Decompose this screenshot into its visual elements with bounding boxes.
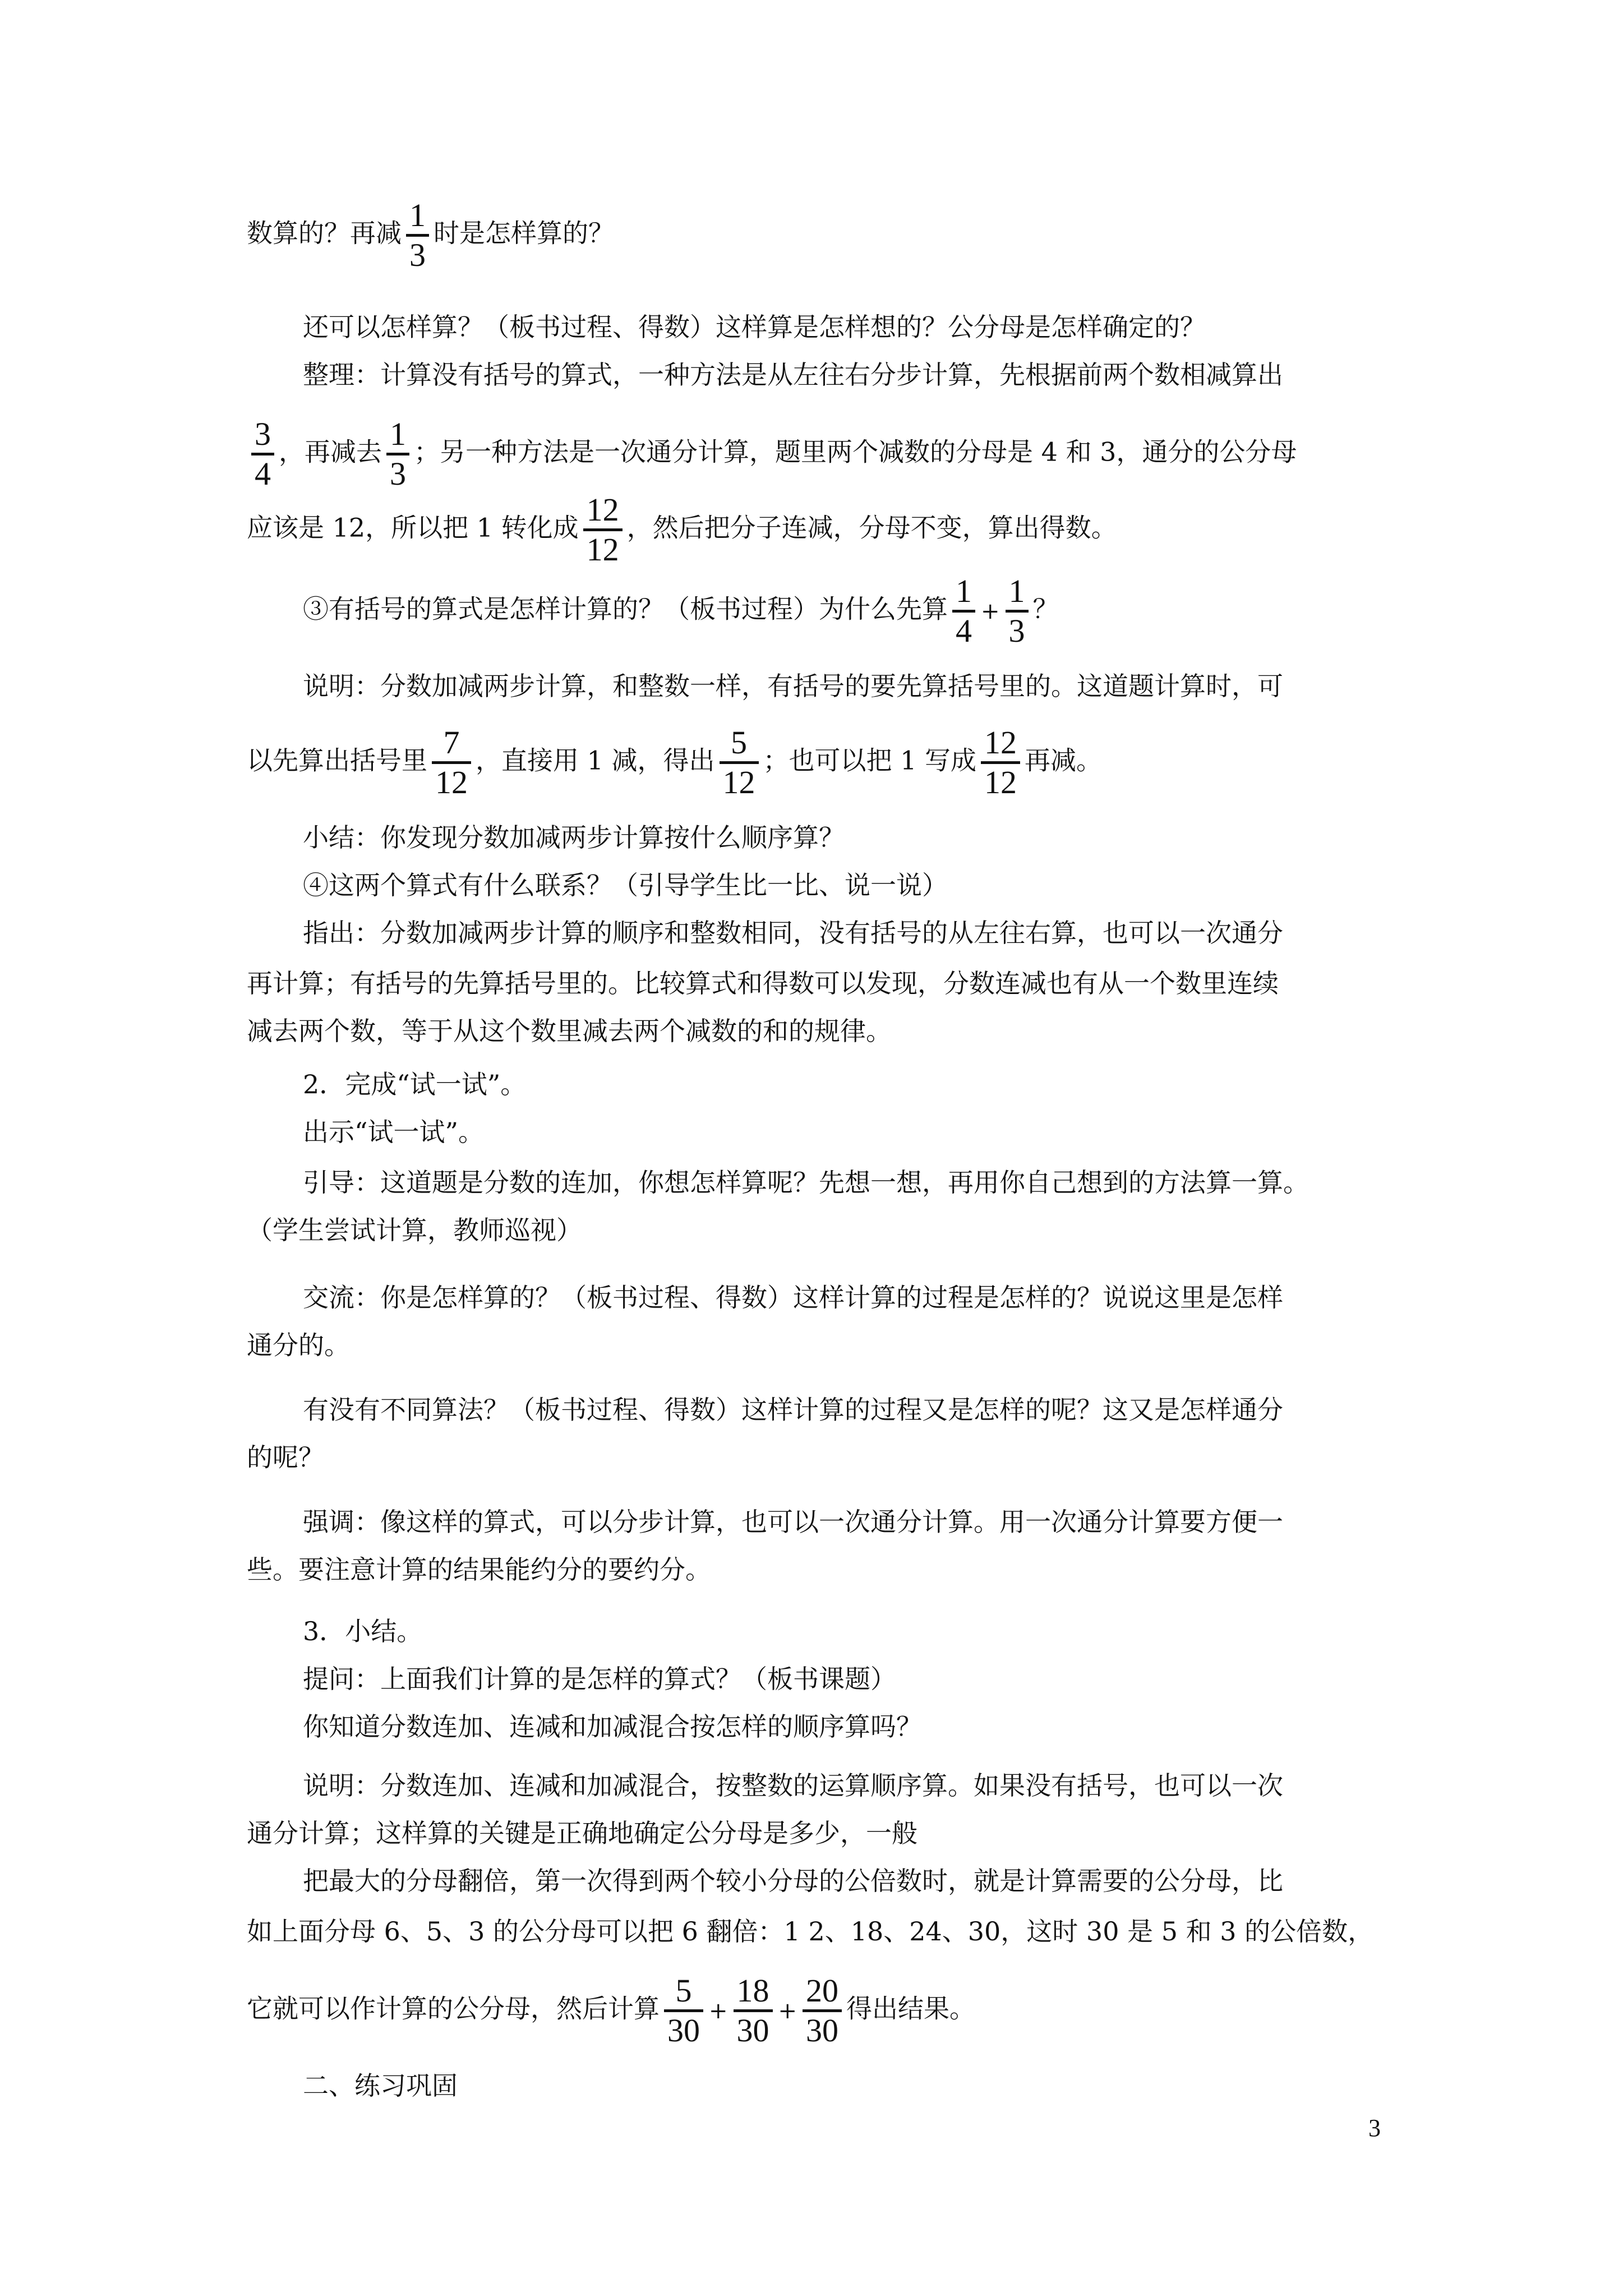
fraction-denominator: 4	[251, 453, 274, 490]
fraction-denominator: 3	[406, 234, 429, 272]
text-run: 的呢？	[247, 1442, 324, 1473]
text-run: 得出结果。	[846, 1993, 976, 2024]
fraction	[432, 726, 471, 799]
text-run: 小结：你发现分数加减两步计算按什么顺序算？	[303, 822, 845, 853]
fraction	[734, 1972, 773, 2049]
text-run: 再减。	[1025, 745, 1103, 776]
text-run: 二、练习巩固	[303, 2070, 458, 2101]
fraction	[583, 491, 623, 568]
fraction-numerator: 12	[984, 724, 1017, 761]
fraction-denominator: 12	[583, 528, 623, 566]
text-line	[303, 1666, 896, 1692]
text-line	[247, 491, 1117, 568]
text-line	[303, 920, 1283, 946]
text-line	[247, 1916, 1374, 1947]
text-line	[303, 1071, 526, 1097]
text-line	[303, 1618, 422, 1644]
fraction-numerator: 7	[443, 724, 460, 761]
text-run: 通分的。	[247, 1330, 350, 1360]
text-run: 通分计算；这样算的关键是正确地确定公分母是多少，一般	[247, 1818, 917, 1848]
fraction-denominator: 3	[1006, 610, 1029, 647]
fraction-numerator: 12	[586, 491, 619, 528]
text-run: 说明：分数加减两步计算，和整数一样，有括号的要先算括号里的。这道题计算时，可	[303, 671, 1283, 701]
fraction-numerator: 20	[806, 1972, 839, 2009]
fraction-numerator: 5	[731, 724, 748, 761]
text-run: 数算的？再减	[247, 218, 402, 249]
fraction-numerator: 5	[675, 1972, 692, 2009]
text-line	[303, 362, 1283, 388]
text-line	[247, 1332, 350, 1358]
fraction-denominator: 30	[664, 2009, 703, 2047]
text-run: 再计算；有括号的先算括号里的。比较算式和得数可以发现，分数连减也有从一个数里连续	[247, 968, 1279, 999]
text-run: （学生尝试计算，教师巡视）	[247, 1215, 582, 1245]
fraction-denominator: 30	[803, 2009, 842, 2047]
text-run: ，再减去	[279, 436, 382, 467]
text-line	[247, 968, 1279, 999]
text-run: 2．完成“试一试”。	[303, 1069, 527, 1099]
text-line	[303, 1167, 1309, 1198]
text-line	[303, 872, 948, 898]
fraction-numerator: 18	[736, 1972, 769, 2009]
text-run: ，直接用 1 减，得出	[476, 745, 715, 776]
text-line	[247, 1442, 324, 1473]
fraction	[386, 418, 409, 490]
text-run: 它就可以作计算的公分母，然后计算	[247, 1993, 660, 2024]
text-line	[303, 1282, 1283, 1313]
text-run: 交流：你是怎样算的？（板书过程、得数）这样计算的过程是怎样的？说说这里是怎样	[303, 1282, 1283, 1313]
fraction	[803, 1972, 842, 2049]
fraction-numerator: 3	[255, 416, 271, 452]
text-run: 说明：分数连加、连减和加减混合，按整数的运算顺序算。如果没有括号，也可以一次	[303, 1770, 1283, 1801]
fraction-numerator: 1	[1008, 573, 1025, 609]
text-line	[303, 2070, 458, 2101]
text-run: 整理：计算没有括号的算式，一种方法是从左往右分步计算，先根据前两个数相减算出	[303, 360, 1283, 390]
text-line	[303, 1711, 922, 1742]
operator: +	[778, 1998, 797, 2024]
text-line	[303, 1509, 1283, 1535]
text-line	[303, 1119, 484, 1145]
fraction	[664, 1972, 703, 2049]
text-line	[247, 1018, 892, 1044]
fraction-numerator: 1	[390, 416, 406, 452]
fraction	[952, 575, 975, 647]
text-run: 出示“试一试”。	[303, 1117, 485, 1147]
fraction-denominator: 12	[720, 761, 759, 799]
text-run: 指出：分数加减两步计算的顺序和整数相同，没有括号的从左往右算，也可以一次通分	[303, 918, 1283, 948]
text-run: 提问：上面我们计算的是怎样的算式？（板书课题）	[303, 1664, 896, 1694]
fraction-denominator: 30	[734, 2009, 773, 2047]
text-run: 应该是 12，所以把 1 转化成	[247, 512, 579, 543]
text-run: 有没有不同算法？（板书过程、得数）这样计算的过程又是怎样的呢？这又是怎样通分	[303, 1395, 1283, 1425]
fraction	[251, 418, 274, 490]
text-run: 如上面分母 6、5、3 的公分母可以把 6 翻倍：1 2、18、24、30，这时 30 是 5 和 3 的公倍数，	[247, 1916, 1374, 1947]
text-run: 引导：这道题是分数的连加，你想怎样算呢？先想一想，再用你自己想到的方法算一算。	[303, 1167, 1309, 1198]
text-run: ？	[1032, 593, 1059, 624]
text-run: 强调：像这样的算式，可以分步计算，也可以一次通分计算。用一次通分计算要方便一	[303, 1507, 1283, 1537]
text-run: 减去两个数，等于从这个数里减去两个减数的和的规律。	[247, 1016, 892, 1046]
text-run: ③有括号的算式是怎样计算的？（板书过程）为什么先算	[303, 593, 948, 624]
fraction	[406, 199, 429, 272]
fraction	[1006, 575, 1029, 647]
text-run: ；也可以把 1 写成	[763, 745, 977, 776]
text-line	[247, 1217, 582, 1243]
fraction-numerator: 1	[956, 573, 972, 609]
text-run: ；另一种方法是一次通分计算，题里两个减数的分母是 4 和 3，通分的公分母	[414, 436, 1297, 467]
operator: +	[981, 598, 1000, 624]
text-line	[303, 1770, 1283, 1801]
text-run: 以先算出括号里	[247, 745, 427, 776]
text-run: ，然后把分子连减，分母不变，算出得数。	[626, 512, 1117, 543]
text-line	[247, 418, 1297, 490]
text-line	[303, 314, 1206, 340]
text-line	[303, 575, 1059, 647]
fraction-denominator: 4	[952, 610, 975, 647]
text-line	[247, 1554, 711, 1585]
text-run: ④这两个算式有什么联系？（引导学生比一比、说一说）	[303, 870, 948, 900]
text-line	[247, 199, 614, 272]
text-run: 时是怎样算的？	[434, 218, 614, 249]
page-number: 3	[1368, 2114, 1381, 2142]
text-run: 还可以怎样算？（板书过程、得数）这样算是怎样想的？公分母是怎样确定的？	[303, 312, 1206, 342]
operator: +	[709, 1998, 728, 2024]
text-line	[303, 673, 1283, 699]
text-line	[303, 1397, 1283, 1423]
fraction	[981, 726, 1020, 799]
text-line	[247, 1820, 917, 1846]
text-line	[247, 1972, 976, 2049]
text-line	[303, 822, 845, 853]
fraction	[720, 726, 759, 799]
text-run: 些。要注意计算的结果能约分的要约分。	[247, 1554, 711, 1585]
text-run: 3．小结。	[303, 1616, 423, 1646]
fraction-denominator: 12	[432, 761, 471, 799]
text-line	[303, 1868, 1283, 1894]
fraction-denominator: 3	[386, 453, 409, 490]
text-line	[247, 726, 1102, 799]
fraction-numerator: 1	[409, 197, 426, 233]
text-run: 你知道分数连加、连减和加减混合按怎样的顺序算吗？	[303, 1711, 922, 1742]
text-run: 把最大的分母翻倍，第一次得到两个较小分母的公倍数时，就是计算需要的公分母，比	[303, 1866, 1283, 1896]
fraction-denominator: 12	[981, 761, 1020, 799]
